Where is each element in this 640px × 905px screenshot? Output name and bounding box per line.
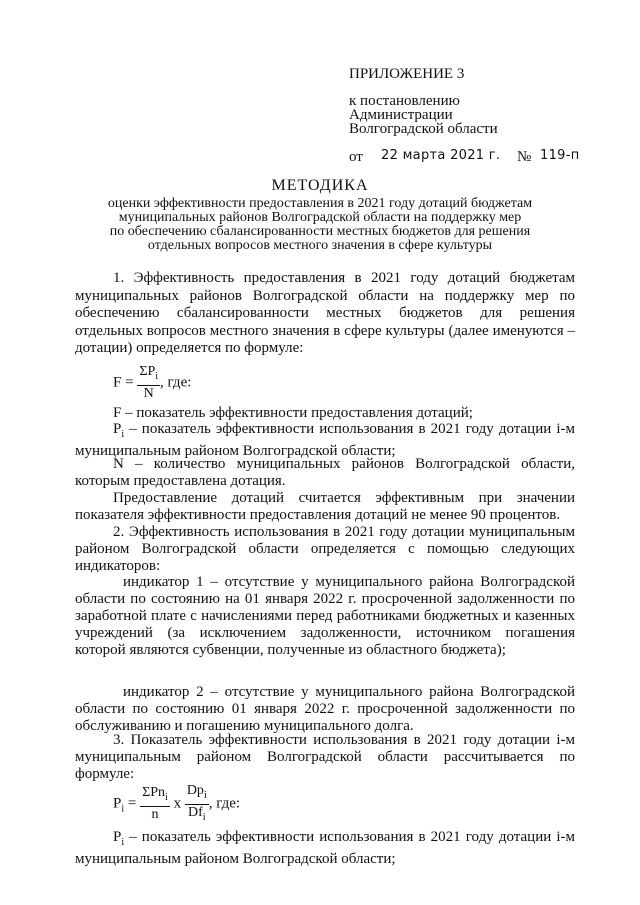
date-value: 22 марта 2021 г.: [381, 148, 501, 163]
formula-2: [113, 783, 240, 826]
formula-2-denominator-2-sub: i: [202, 811, 206, 823]
formula-2-lhs-sub: i: [121, 803, 125, 815]
subtitle-line: отдельных вопросов местного значения в сфере культуры: [147, 238, 493, 253]
formula-1-lhs: F =: [113, 374, 134, 391]
definition-pi: [75, 421, 575, 460]
paragraph-2: 2. Эффективность использования в 2021 году дотации муниципальным районом Волгоградской области определяется с помощью следующих индикаторов:: [75, 524, 575, 574]
definition-pi-text: – показатель эффективности использования в 2021 году дотации i-м муниципальным районом Волгоградской области;: [75, 421, 575, 459]
number-value: 119-п: [540, 148, 580, 163]
definition-n: N – количество муниципальных районов Волгоградской области, которым предоставлена дотация.: [75, 456, 575, 489]
header-line-3: Волгоградской области: [349, 121, 498, 137]
subtitle-line: по обеспечению сбалансированности местных бюджетов для решения: [109, 224, 531, 239]
definition-f: F – показатель эффективности предоставления дотаций;: [113, 405, 473, 421]
formula-2-lhs: P: [113, 795, 122, 812]
pi-subscript: i: [121, 429, 125, 440]
subtitle-line: муниципальных районов Волгоградской области на поддержку мер: [118, 210, 522, 225]
formula-2-equals: =: [127, 795, 137, 812]
formula-1-fraction: [137, 364, 160, 402]
document-subtitle: [0, 197, 640, 253]
subtitle-line: оценки эффективности предоставления в 2021 году дотаций бюджетам: [107, 196, 533, 211]
formula-1-numerator-sub: i: [155, 370, 159, 382]
pi2-subscript: i: [121, 837, 125, 848]
indicator-1: индикатор 1 – отсутствие у муниципального района Волгоградской области по состоянию на 01 января 2022 г. просроченной задолженности по заработной плате с начислениями перед работниками бюджетных и казенных учреждений (за исключением задолженности, источником погашения которой являются субвенции, полученные из областного бюджета);: [75, 574, 575, 658]
number-prefix: №: [517, 149, 532, 165]
formula-1: [113, 364, 191, 402]
formula-1-numerator: ΣP: [139, 364, 156, 379]
formula-1-denominator: N: [143, 385, 154, 401]
formula-2-fraction-2: [185, 783, 209, 826]
document-title: МЕТОДИКА: [271, 177, 369, 194]
formula-2-numerator-1-sub: i: [165, 792, 168, 804]
paragraph-1: 1. Эффективность предоставления в 2021 году дотаций бюджетам муниципальных районов Волгоградской области на поддержку мер по обеспечению сбалансированности местных бюджетов для решения отдельных вопросов местного значения в сфере культуры (далее именуются – дотации) определяется по формуле:: [75, 270, 575, 356]
formula-2-numerator-1: ΣPn: [142, 785, 166, 801]
formula-2-numerator-2-sub: i: [203, 789, 207, 801]
pi-symbol: P: [113, 421, 122, 437]
header-line-2: Администрации: [349, 107, 453, 123]
formula-2-times: x: [173, 795, 182, 812]
formula-2-denominator-2: Df: [187, 804, 203, 820]
pi2-symbol: P: [113, 829, 122, 845]
date-prefix: от: [349, 149, 363, 165]
formula-1-tail: , где:: [160, 374, 192, 391]
formula-2-denominator-1: n: [151, 807, 159, 823]
formula-2-fraction-1: [140, 785, 170, 823]
indicator-2: индикатор 2 – отсутствие у муниципального района Волгоградской области по состоянию 01 января 2022 г. просроченной задолженности по обслуживанию и погашению муниципального долга.: [75, 684, 575, 734]
header-line-1: к постановлению: [349, 93, 460, 109]
formula-2-tail: , где:: [208, 795, 241, 812]
definition-pi-2: [75, 829, 575, 868]
paragraph-effective: Предоставление дотаций считается эффективным при значении показателя эффективности предоставления дотаций не менее 90 процентов.: [75, 490, 575, 523]
paragraph-3: 3. Показатель эффективности использования в 2021 году дотации i-м муниципальным районом Волгоградской области рассчитывается по формуле:: [75, 732, 575, 782]
appendix-label: ПРИЛОЖЕНИЕ 3: [349, 66, 465, 82]
definition-pi-2-text: – показатель эффективности использования в 2021 году дотации i-м муниципальным районом Волгоградской области;: [75, 829, 575, 867]
formula-2-numerator-2: Dp: [186, 783, 204, 798]
